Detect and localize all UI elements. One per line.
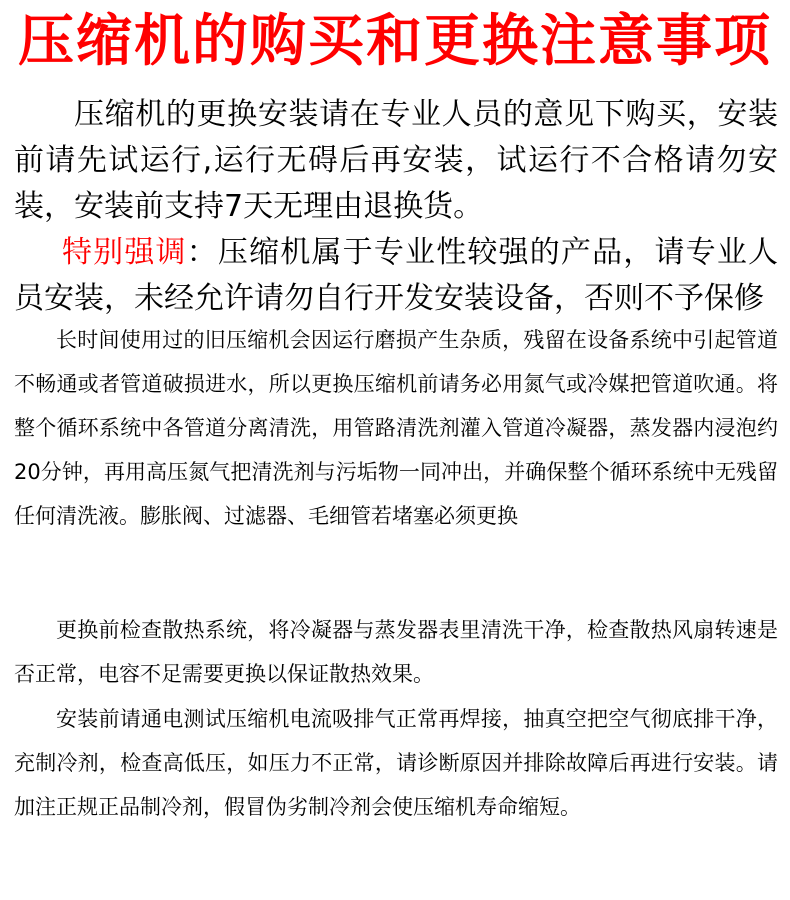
paragraph-pipe-cleaning: 长时间使用过的旧压缩机会因运行磨损产生杂质，残留在设备系统中引起管道不畅通或者管道破损进水，所以更换压缩机前请务必用氮气或冷媒把管道吹通。将整个循环系统中各管道分离清洗，用管路清洗剂灌入管道冷凝器，蒸发器内浸泡约20分钟，再用高压氮气把清洗剂与污垢物一同冲出，并确保整个循环系统中无残留任何清洗液。膨胀阀、过滤器、毛细管若堵塞必须更换: [14, 328, 778, 528]
paragraph-installation-test: 安装前请通电测试压缩机电流吸排气正常再焊接，抽真空把空气彻底排干净，充制冷剂，检查高低压，如压力不正常，请诊断原因并排除故障后再进行安装。请加注正规正品制冷剂，假冒伪劣制冷剂会使压缩机寿命缩短。: [14, 707, 778, 819]
paragraph-special-emphasis: [14, 230, 778, 322]
special-emphasis-text: ：压缩机属于专业性较强的产品，请专业人员安装，未经允许请勿自行开发安装设备，否则不予保修: [14, 235, 779, 316]
paragraph-installation-advice: 压缩机的更换安装请在专业人员的意见下购买，安装前请先试运行,运行无碍后再安装，试运行不合格请勿安装，安装前支持7天无理由退换货。: [14, 97, 778, 224]
special-emphasis-label: 特别强调: [62, 235, 187, 270]
page-title: 压缩机的购买和更换注意事项: [18, 9, 772, 74]
paragraph-cooling-check: 更换前检查散热系统，将冷凝器与蒸发器表里清洗干净，检查散热风扇转速是否正常，电容不足需要更换以保证散热效果。: [14, 618, 778, 686]
